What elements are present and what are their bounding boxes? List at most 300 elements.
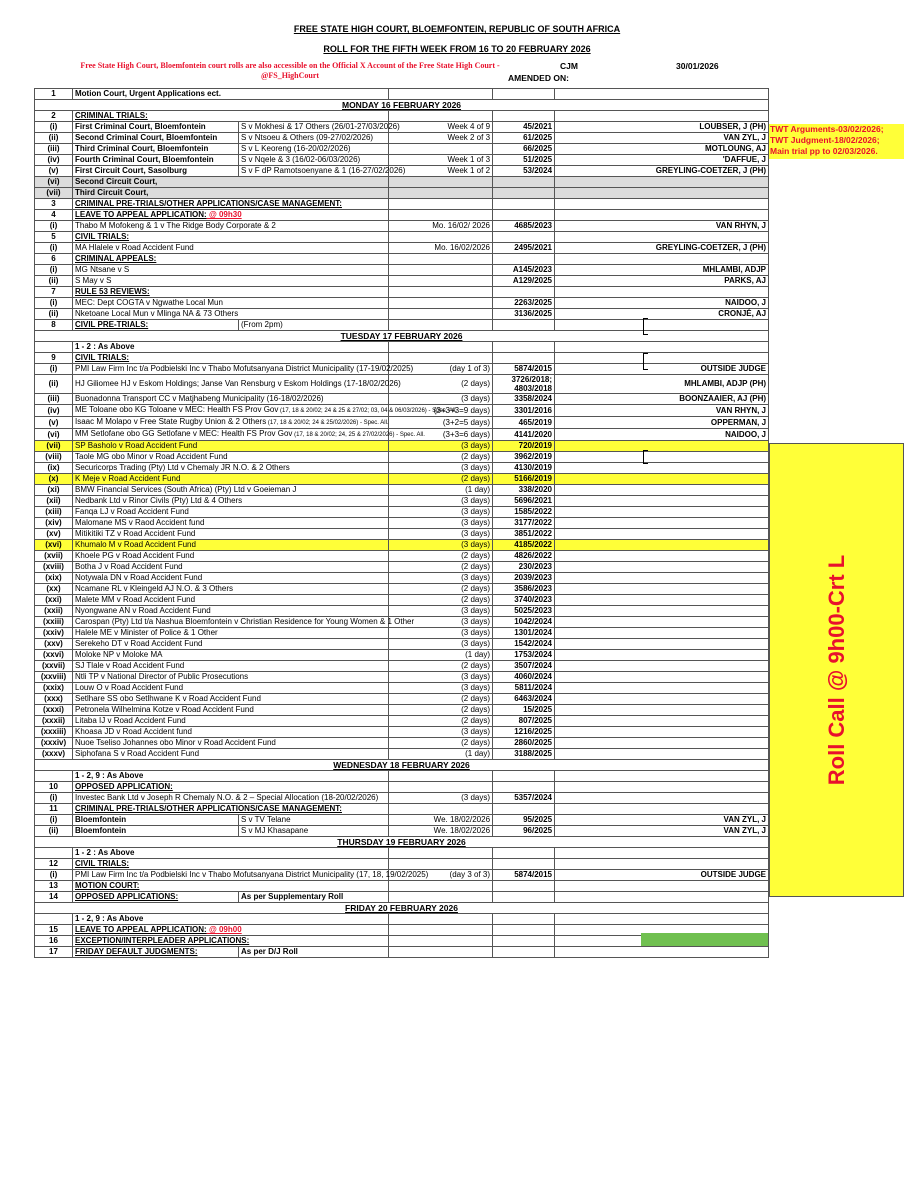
duration: (2 days) bbox=[389, 716, 493, 727]
case-number bbox=[493, 639, 555, 650]
item-number: (xxviii) bbox=[35, 672, 73, 683]
case-number-text: 45/2021 bbox=[523, 122, 553, 131]
case-number-text: A145/2023 bbox=[512, 265, 553, 274]
judge bbox=[555, 353, 769, 364]
item-number: (i) bbox=[35, 870, 73, 881]
case-title bbox=[73, 405, 458, 417]
case-number-text: 1753/2024 bbox=[514, 650, 553, 659]
case-title bbox=[73, 793, 389, 804]
item-number: (vi) bbox=[35, 429, 73, 441]
case-title-text: FRIDAY DEFAULT JUDGMENTS: bbox=[75, 947, 198, 956]
case-title bbox=[73, 463, 389, 474]
judge: MHLAMBI, ADJP (PH) bbox=[555, 375, 769, 394]
duration: (3 days) bbox=[389, 793, 493, 804]
roll-row bbox=[35, 771, 769, 782]
case-number-text: 4685/2023 bbox=[514, 221, 553, 230]
duration: (3 days) bbox=[389, 394, 493, 405]
item-number: 10 bbox=[35, 782, 73, 793]
judge bbox=[555, 507, 769, 518]
case-number bbox=[493, 265, 555, 276]
case-title bbox=[73, 738, 389, 749]
case-number bbox=[493, 925, 555, 936]
case-title bbox=[73, 650, 389, 661]
case-title bbox=[73, 155, 239, 166]
judge: PARKS, AJ bbox=[555, 276, 769, 287]
item-number: (xiv) bbox=[35, 518, 73, 529]
case-number bbox=[493, 771, 555, 782]
judge bbox=[555, 749, 769, 760]
item-number: (i) bbox=[35, 298, 73, 309]
case-title-text: OPPOSED APPLICATION: bbox=[75, 782, 173, 791]
item-number: (xiii) bbox=[35, 507, 73, 518]
roll-row bbox=[35, 727, 769, 738]
item-number: (iv) bbox=[35, 405, 73, 417]
duration: (2 days) bbox=[389, 562, 493, 573]
case-detail-text: (From 2pm) bbox=[241, 320, 283, 329]
case-title-text: Serekeho DT v Road Accident Fund bbox=[75, 639, 203, 648]
case-number-text: 1042/2024 bbox=[514, 617, 553, 626]
duration bbox=[389, 848, 493, 859]
item-number: 13 bbox=[35, 881, 73, 892]
case-title bbox=[73, 540, 389, 551]
case-detail bbox=[239, 947, 389, 958]
roll-row bbox=[35, 782, 769, 793]
case-title bbox=[73, 617, 415, 628]
item-number: (viii) bbox=[35, 452, 73, 463]
roll-row bbox=[35, 507, 769, 518]
roll-row bbox=[35, 892, 769, 903]
case-number bbox=[493, 122, 555, 133]
case-title bbox=[73, 287, 389, 298]
roll-row bbox=[35, 518, 769, 529]
case-number-text: 3301/2016 bbox=[514, 405, 553, 415]
roll-row bbox=[35, 595, 769, 606]
twt-line-1: TWT Arguments-03/02/2026; bbox=[770, 124, 884, 134]
item-number: (xxxiv) bbox=[35, 738, 73, 749]
item-number: (xxxiii) bbox=[35, 727, 73, 738]
item-number: (i) bbox=[35, 243, 73, 254]
case-title bbox=[73, 551, 389, 562]
case-number bbox=[493, 947, 555, 958]
case-title-text: CIVIL TRIALS: bbox=[75, 859, 130, 868]
judge bbox=[555, 177, 769, 188]
case-number bbox=[493, 826, 555, 837]
item-number: (xix) bbox=[35, 573, 73, 584]
item-number: 4 bbox=[35, 210, 73, 221]
judge: VAN RHYN, J bbox=[555, 405, 769, 417]
case-number bbox=[493, 628, 555, 639]
notice-line-1: Free State High Court, Bloemfontein court rolls are also accessible on the Official X Account of the Free State High Court - bbox=[80, 61, 500, 70]
item-number: (xxx) bbox=[35, 694, 73, 705]
duration: (2 days) bbox=[389, 584, 493, 595]
roll-row bbox=[35, 551, 769, 562]
judge bbox=[555, 89, 769, 100]
court-roll-table bbox=[34, 88, 769, 958]
item-number: (i) bbox=[35, 221, 73, 232]
case-number bbox=[493, 848, 555, 859]
duration: (3 days) bbox=[389, 518, 493, 529]
judge bbox=[555, 342, 769, 353]
amended-label: AMENDED ON: bbox=[508, 73, 569, 83]
duration bbox=[389, 947, 493, 958]
case-title bbox=[73, 892, 239, 903]
case-title bbox=[73, 496, 389, 507]
case-title bbox=[73, 309, 389, 320]
roll-row bbox=[35, 573, 769, 584]
item-number: 8 bbox=[35, 320, 73, 331]
case-title bbox=[73, 683, 389, 694]
roll-row bbox=[35, 133, 769, 144]
roll-row bbox=[35, 276, 769, 287]
judge bbox=[555, 474, 769, 485]
case-title bbox=[73, 947, 239, 958]
duration bbox=[389, 320, 493, 331]
roll-row bbox=[35, 405, 769, 417]
item-number: (x) bbox=[35, 474, 73, 485]
case-title bbox=[73, 694, 389, 705]
case-title bbox=[73, 584, 389, 595]
case-number bbox=[493, 452, 555, 463]
roll-row bbox=[35, 529, 769, 540]
duration: We. 18/02/2026 bbox=[389, 826, 493, 837]
roll-row bbox=[35, 694, 769, 705]
day-heading-row bbox=[35, 331, 769, 342]
roll-row bbox=[35, 375, 769, 394]
judge bbox=[555, 672, 769, 683]
case-title-text: Ncamane RL v Kleingeld AJ N.O. & 3 Others bbox=[75, 584, 233, 593]
roll-row bbox=[35, 177, 769, 188]
item-number: (i) bbox=[35, 793, 73, 804]
duration: (day 1 of 3) bbox=[389, 364, 493, 375]
case-number bbox=[493, 405, 555, 417]
case-number-text: 4130/2019 bbox=[514, 463, 553, 472]
duration: (2 days) bbox=[389, 661, 493, 672]
duration: (3 days) bbox=[389, 496, 493, 507]
roll-row bbox=[35, 254, 769, 265]
judge: MOTLOUNG, AJ bbox=[555, 144, 769, 155]
roll-row bbox=[35, 496, 769, 507]
judge bbox=[555, 573, 769, 584]
duration: (2 days) bbox=[389, 551, 493, 562]
case-title-text: LEAVE TO APPEAL APPLICATION: bbox=[75, 925, 207, 934]
case-title bbox=[73, 518, 389, 529]
roll-row bbox=[35, 540, 769, 551]
case-number-text: 2495/2021 bbox=[514, 243, 553, 252]
review-bracket bbox=[643, 353, 648, 370]
item-number: (xxvi) bbox=[35, 650, 73, 661]
duration bbox=[389, 144, 493, 155]
case-number bbox=[493, 551, 555, 562]
duration bbox=[389, 287, 493, 298]
item-number: (ii) bbox=[35, 276, 73, 287]
case-detail bbox=[239, 155, 389, 166]
day-heading: THURSDAY 19 FEBRUARY 2026 bbox=[35, 837, 769, 848]
duration bbox=[389, 188, 493, 199]
case-title-text: Second Criminal Court, Bloemfontein bbox=[75, 133, 218, 142]
case-title-text: Nketoane Local Mun v Mlinga NA & 73 Others bbox=[75, 309, 239, 318]
case-number-text: 3358/2024 bbox=[514, 394, 553, 403]
case-title bbox=[73, 342, 389, 353]
case-title bbox=[73, 441, 389, 452]
case-number bbox=[493, 683, 555, 694]
item-number: 17 bbox=[35, 947, 73, 958]
case-number bbox=[493, 309, 555, 320]
case-number-text: 1585/2022 bbox=[514, 507, 553, 516]
case-title-text: Second Circuit Court, bbox=[75, 177, 158, 186]
case-title bbox=[73, 429, 425, 441]
duration bbox=[389, 804, 493, 815]
item-number: (v) bbox=[35, 417, 73, 429]
duration: Week 2 of 3 bbox=[389, 133, 493, 144]
duration: (2 days) bbox=[389, 375, 493, 394]
roll-call-text: Roll Call @ 9h00-Crt L bbox=[823, 554, 849, 786]
roll-row bbox=[35, 804, 769, 815]
item-number: (ii) bbox=[35, 133, 73, 144]
case-number bbox=[493, 144, 555, 155]
duration bbox=[389, 925, 493, 936]
case-title bbox=[73, 254, 389, 265]
case-title-text: Halele ME v Minister of Police & 1 Other bbox=[75, 628, 218, 637]
duration: Week 1 of 2 bbox=[389, 166, 493, 177]
case-title bbox=[73, 243, 389, 254]
case-number-text: 1216/2025 bbox=[514, 727, 553, 736]
case-number bbox=[493, 320, 555, 331]
case-title bbox=[73, 859, 389, 870]
case-title-text: LEAVE TO APPEAL APPLICATION: bbox=[75, 210, 207, 219]
item-number: 12 bbox=[35, 859, 73, 870]
roll-row bbox=[35, 606, 769, 617]
time-note: @ 09h00 bbox=[206, 925, 242, 934]
item-number: (i) bbox=[35, 815, 73, 826]
case-title-text: CRIMINAL TRIALS: bbox=[75, 111, 148, 120]
duration bbox=[389, 936, 493, 947]
case-title bbox=[73, 771, 389, 782]
roll-row bbox=[35, 429, 769, 441]
case-number-text: 230/2023 bbox=[518, 562, 553, 571]
case-number-text: 5166/2019 bbox=[514, 474, 553, 483]
roll-row bbox=[35, 661, 769, 672]
case-title-text: CRIMINAL PRE-TRIALS/OTHER APPLICATIONS/CASE MANAGEMENT: bbox=[75, 804, 342, 813]
case-title-text: Third Circuit Court, bbox=[75, 188, 149, 197]
case-detail-text: S v Ntsoeu & Others (09-27/02/2026) bbox=[241, 133, 374, 142]
judge bbox=[555, 661, 769, 672]
case-number-text: A129/2025 bbox=[512, 276, 553, 285]
case-title-text: Moloke NP v Moloke MA bbox=[75, 650, 163, 659]
item-number: (xxii) bbox=[35, 606, 73, 617]
duration: (3 days) bbox=[389, 639, 493, 650]
case-title bbox=[73, 529, 389, 540]
case-number-text: 720/2019 bbox=[518, 441, 553, 450]
roll-row bbox=[35, 848, 769, 859]
item-number: 3 bbox=[35, 199, 73, 210]
case-detail-text: S v TV Telane bbox=[241, 815, 291, 824]
case-number bbox=[493, 417, 555, 429]
case-number bbox=[493, 243, 555, 254]
case-number bbox=[493, 276, 555, 287]
case-number bbox=[493, 870, 555, 881]
duration: (3 days) bbox=[389, 529, 493, 540]
case-number-text: 5874/2015 bbox=[514, 870, 553, 879]
roll-row bbox=[35, 122, 769, 133]
case-number bbox=[493, 375, 555, 394]
duration bbox=[389, 881, 493, 892]
judge: MHLAMBI, ADJP bbox=[555, 265, 769, 276]
judge bbox=[555, 914, 769, 925]
item-number: (xvii) bbox=[35, 551, 73, 562]
duration: (3 days) bbox=[389, 683, 493, 694]
case-title bbox=[73, 276, 389, 287]
duration bbox=[389, 859, 493, 870]
case-title-text: BMW Financial Services (South Africa) (Pty) Ltd v Goeieman J bbox=[75, 485, 297, 494]
item-number: (xxix) bbox=[35, 683, 73, 694]
judge: VAN ZYL, J bbox=[555, 133, 769, 144]
roll-row bbox=[35, 298, 769, 309]
case-number bbox=[493, 496, 555, 507]
judge bbox=[555, 771, 769, 782]
case-title bbox=[73, 111, 389, 122]
item-number: (xxxi) bbox=[35, 705, 73, 716]
duration bbox=[389, 210, 493, 221]
item-number: (xii) bbox=[35, 496, 73, 507]
case-title bbox=[73, 122, 239, 133]
case-title bbox=[73, 925, 389, 936]
judge bbox=[555, 694, 769, 705]
case-detail bbox=[239, 320, 389, 331]
case-title bbox=[73, 188, 389, 199]
item-number: (iii) bbox=[35, 394, 73, 405]
case-number bbox=[493, 738, 555, 749]
roll-row bbox=[35, 617, 769, 628]
case-number-text: 3851/2022 bbox=[514, 529, 553, 538]
case-number bbox=[493, 782, 555, 793]
case-title bbox=[73, 672, 389, 683]
judge bbox=[555, 584, 769, 595]
roll-row bbox=[35, 265, 769, 276]
duration bbox=[389, 111, 493, 122]
judge bbox=[555, 232, 769, 243]
item-number bbox=[35, 342, 73, 353]
case-title bbox=[73, 210, 389, 221]
judge bbox=[555, 595, 769, 606]
item-number bbox=[35, 771, 73, 782]
duration: (3+3+3=9 days) bbox=[389, 405, 493, 417]
item-number bbox=[35, 848, 73, 859]
roll-row bbox=[35, 441, 769, 452]
duration: (3 days) bbox=[389, 727, 493, 738]
case-title-text: MG Ntsane v S bbox=[75, 265, 130, 274]
case-title-text: Petronela Wilhelmina Kotze v Road Accident Fund bbox=[75, 705, 254, 714]
case-title bbox=[73, 782, 389, 793]
item-number: 1 bbox=[35, 89, 73, 100]
duration: (3 days) bbox=[389, 606, 493, 617]
judge bbox=[555, 188, 769, 199]
duration bbox=[389, 89, 493, 100]
case-number bbox=[493, 595, 555, 606]
roll-row bbox=[35, 155, 769, 166]
judge: VAN RHYN, J bbox=[555, 221, 769, 232]
case-title-text: Louw O v Road Accident Fund bbox=[75, 683, 184, 692]
case-title-text: K Meje v Road Accident Fund bbox=[75, 474, 181, 483]
item-number: (xv) bbox=[35, 529, 73, 540]
case-number bbox=[493, 111, 555, 122]
duration: Week 4 of 9 bbox=[389, 122, 493, 133]
case-title-text: 1 - 2 : As Above bbox=[75, 848, 135, 857]
case-title-text: 1 - 2, 9 : As Above bbox=[75, 914, 144, 923]
case-title-text: Bloemfontein bbox=[75, 815, 127, 824]
case-number-text: 66/2025 bbox=[523, 144, 553, 153]
case-title-text: Nedbank Ltd v Rinor Civils (Pty) Ltd & 4 Others bbox=[75, 496, 243, 505]
judge bbox=[555, 540, 769, 551]
roll-row bbox=[35, 364, 769, 375]
case-number-text: 2860/2025 bbox=[514, 738, 553, 747]
trial-bracket bbox=[643, 450, 648, 464]
case-title-text: Ntli TP v National Director of Public Prosecutions bbox=[75, 672, 249, 681]
case-title-text: ME Toloane obo KG Toloane v MEC: Health FS Prov Gov bbox=[75, 405, 279, 414]
roll-row bbox=[35, 353, 769, 364]
case-title-text: Investec Bank Ltd v Joseph R Chemaly N.O. & 2 – Special Allocation (18-20/02/2026) bbox=[75, 793, 379, 802]
case-detail bbox=[239, 122, 400, 133]
case-number bbox=[493, 749, 555, 760]
judge bbox=[555, 518, 769, 529]
case-number bbox=[493, 881, 555, 892]
roll-row bbox=[35, 166, 769, 177]
case-title-text: CIVIL TRIALS: bbox=[75, 232, 130, 241]
day-heading: WEDNESDAY 18 FEBRUARY 2026 bbox=[35, 760, 769, 771]
roll-row bbox=[35, 463, 769, 474]
case-number bbox=[493, 793, 555, 804]
judge bbox=[555, 496, 769, 507]
roll-row bbox=[35, 628, 769, 639]
case-detail-text: As per D/J Roll bbox=[241, 947, 298, 956]
item-number: 16 bbox=[35, 936, 73, 947]
case-number-text: 4826/2022 bbox=[514, 551, 553, 560]
case-title-text: CRIMINAL PRE-TRIALS/OTHER APPLICATIONS/CASE MANAGEMENT: bbox=[75, 199, 342, 208]
case-title-text: Buonadonna Transport CC v Matjhabeng Municipality (16-18/02/2026) bbox=[75, 394, 324, 403]
time-note: @ 09h30 bbox=[206, 210, 242, 219]
case-number bbox=[493, 617, 555, 628]
item-number: 2 bbox=[35, 111, 73, 122]
item-number: (vii) bbox=[35, 441, 73, 452]
roll-row bbox=[35, 738, 769, 749]
case-number bbox=[493, 650, 555, 661]
judge bbox=[555, 683, 769, 694]
judge bbox=[555, 463, 769, 474]
case-title-text: First Circuit Court, Sasolburg bbox=[75, 166, 188, 175]
roll-call-banner bbox=[769, 443, 904, 897]
item-number: (ii) bbox=[35, 375, 73, 394]
case-number-text: 96/2025 bbox=[523, 826, 553, 835]
case-number-text: 3586/2023 bbox=[514, 584, 553, 593]
case-number bbox=[493, 254, 555, 265]
roll-row bbox=[35, 144, 769, 155]
duration: (1 day) bbox=[389, 485, 493, 496]
case-number-text: 338/2020 bbox=[518, 485, 553, 494]
notice-line-2: @FS_HighCourt bbox=[260, 71, 320, 80]
case-detail bbox=[239, 133, 389, 144]
case-title-text: Nyongwane AN v Road Accident Fund bbox=[75, 606, 211, 615]
duration: Mo. 16/02/ 2026 bbox=[389, 221, 493, 232]
day-heading-row bbox=[35, 837, 769, 848]
judge: GREYLING-COETZER, J (PH) bbox=[555, 166, 769, 177]
case-title bbox=[73, 507, 389, 518]
case-title-text: 1 - 2 : As Above bbox=[75, 342, 135, 351]
case-number-text: 3188/2025 bbox=[514, 749, 553, 758]
duration: (1 day) bbox=[389, 650, 493, 661]
case-title-text: Malete MM v Road Accident Fund bbox=[75, 595, 196, 604]
case-number bbox=[493, 298, 555, 309]
item-number bbox=[35, 914, 73, 925]
judge bbox=[555, 111, 769, 122]
